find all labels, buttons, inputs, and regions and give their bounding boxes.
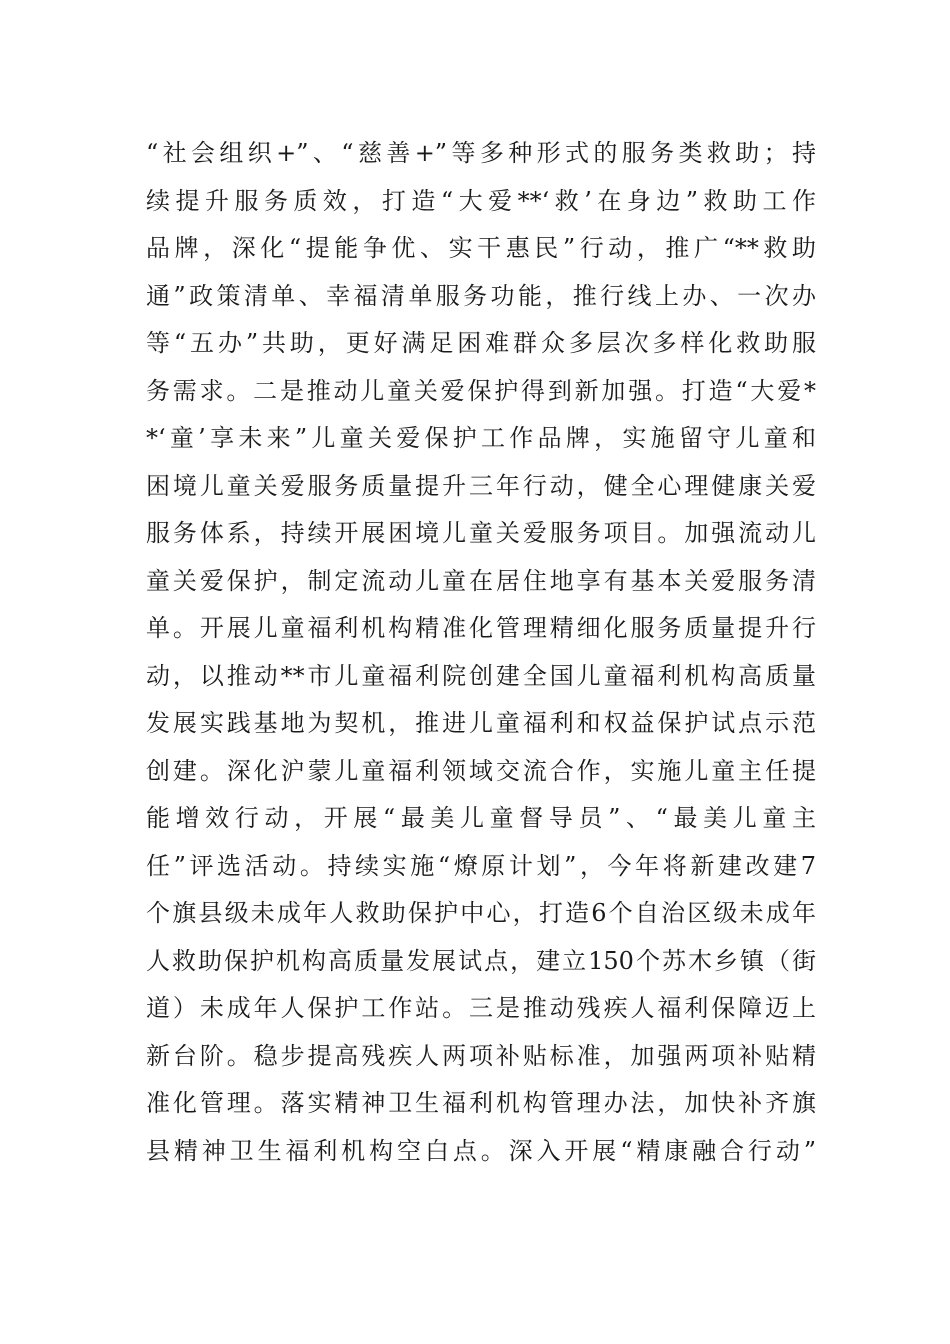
text-line: 准化管理。落实精神卫生福利机构管理办法，加快补齐旗 xyxy=(146,1089,816,1117)
text-line: 道）未成年人保护工作站。三是推动残疾人福利保障迈上 xyxy=(146,994,816,1022)
text-line: 新台阶。稳步提高残疾人两项补贴标准，加强两项补贴精 xyxy=(146,1041,816,1070)
text-line: *‘童’享未来”儿童关爱保护工作品牌，实施留守儿童和 xyxy=(146,424,816,452)
body-paragraph xyxy=(146,130,816,1175)
text-line: 等“五办”共助，更好满足困难群众多层次多样化救助服 xyxy=(146,329,816,357)
text-line: 个旗县级未成年人救助保护中心，打造6个自治区级未成年 xyxy=(146,899,816,927)
text-line: “社会组织+”、“慈善+”等多种形式的服务类救助；持 xyxy=(146,139,816,167)
text-line: 任”评选活动。持续实施“燎原计划”，今年将新建改建7 xyxy=(146,851,816,880)
text-line: 务需求。二是推动儿童关爱保护得到新加强。打造“大爱* xyxy=(146,376,816,405)
text-line: 动，以推动**市儿童福利院创建全国儿童福利机构高质量 xyxy=(146,661,816,690)
text-line: 续提升服务质效，打造“大爱**‘救’在身边”救助工作 xyxy=(146,186,816,215)
text-line: 县精神卫生福利机构空白点。深入开展“精康融合行动” xyxy=(146,1136,816,1165)
text-line: 通”政策清单、幸福清单服务功能，推行线上办、一次办 xyxy=(146,281,816,310)
text-line: 品牌，深化“提能争优、实干惠民”行动，推广“**救助 xyxy=(146,234,816,262)
text-line: 人救助保护机构高质量发展试点，建立150个苏木乡镇（街 xyxy=(146,946,816,975)
text-line: 能增效行动，开展“最美儿童督导员”、“最美儿童主 xyxy=(146,804,816,832)
text-line: 创建。深化沪蒙儿童福利领域交流合作，实施儿童主任提 xyxy=(146,756,816,785)
text-line: 发展实践基地为契机，推进儿童福利和权益保护试点示范 xyxy=(146,709,816,737)
text-line: 困境儿童关爱服务质量提升三年行动，健全心理健康关爱 xyxy=(146,471,816,500)
text-line: 服务体系，持续开展困境儿童关爱服务项目。加强流动儿 xyxy=(146,519,816,547)
text-line: 童关爱保护，制定流动儿童在居住地享有基本关爱服务清 xyxy=(146,566,816,595)
text-line: 单。开展儿童福利机构精准化管理精细化服务质量提升行 xyxy=(146,614,816,642)
